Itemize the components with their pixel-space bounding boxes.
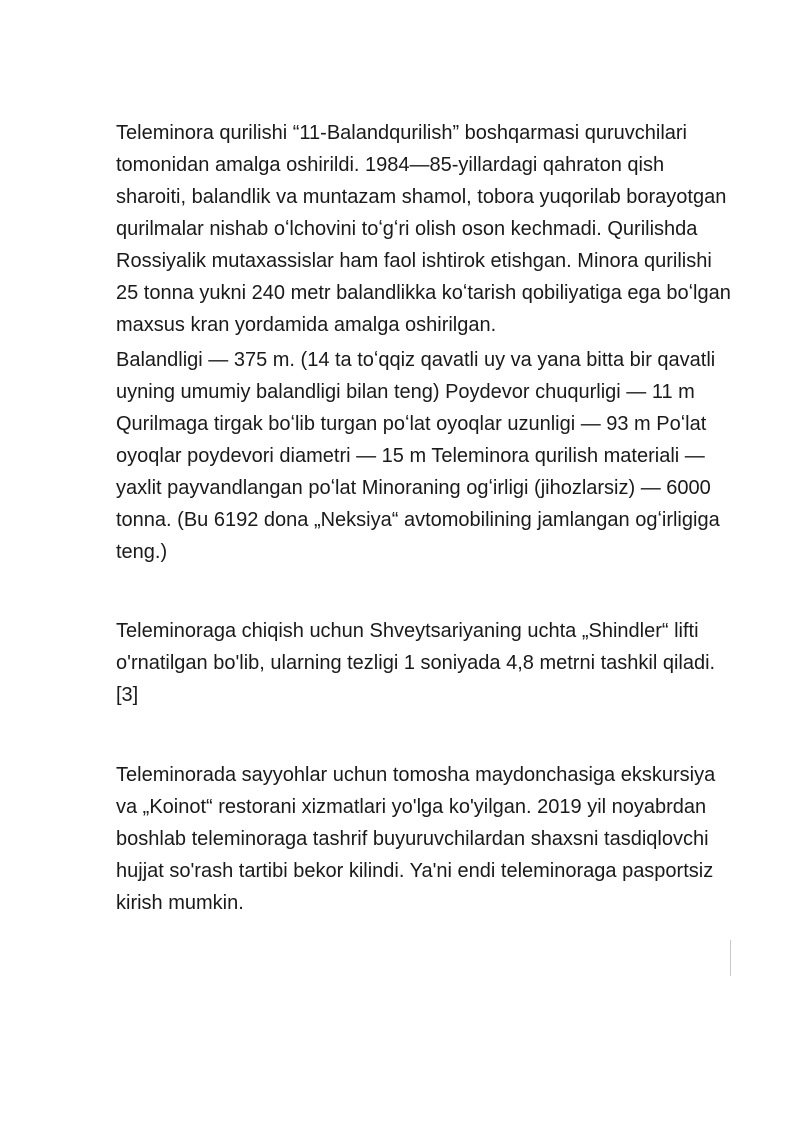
document-body <box>116 117 736 919</box>
paragraph-elevators: Teleminoraga chiqish uchun Shveytsariyaning uchta „Shindler“ lifti o'rnatilgan bo'lib, ularning tezligi 1 soniyada 4,8 metrni tashkil qiladi.[3] <box>116 620 716 706</box>
text-cursor <box>730 940 731 976</box>
paragraph-construction: Teleminora qurilishi “11-Balandqurilish” boshqarmasi quruvchilari tomonidan amalga oshirildi. 1984—85-yillardagi qahraton qish sharoiti, balandlik va muntazam shamol, tobora yuqorilab borayotgan qurilmalar nishab oʻlchovini toʻgʻri olish oson kechmadi. Qurilishda Rossiyalik mutaxassislar ham faol ishtirok etishgan. Minora qurilishi 25 tonna yukni 240 metr balandlikka koʻtarish qobiliyatiga ega boʻlgan maxsus kran yordamida amalga oshirilgan. <box>116 122 731 336</box>
paragraph-specifications: Balandligi — 375 m. (14 ta toʻqqiz qavatli uy va yana bitta bir qavatli uyning umumiy balandligi bilan teng) Poydevor chuqurligi — 11 m Qurilmaga tirgak boʻlib turgan poʻlat oyoqlar uzunligi — 93 m Poʻlat oyoqlar poydevori diametri — 15 m Teleminora qurilish materiali — yaxlit payvandlangan poʻlat Minoraning ogʻirligi (jihozlarsiz) — 6000 tonna. (Bu 6192 dona „Neksiya“ avtomobilining jamlangan ogʻirligiga teng.) <box>116 349 720 563</box>
paragraph-tourism: Teleminorada sayyohlar uchun tomosha maydonchasiga ekskursiya va „Koinot“ restorani xizmatlari yo'lga ko'yilgan. 2019 yil noyabrdan boshlab teleminoraga tashrif buyuruvchilardan shaxsni tasdiqlovchi hujjat so'rash tartibi bekor kilindi. Ya'ni endi teleminoraga pasportsiz kirish mumkin. <box>116 764 716 914</box>
